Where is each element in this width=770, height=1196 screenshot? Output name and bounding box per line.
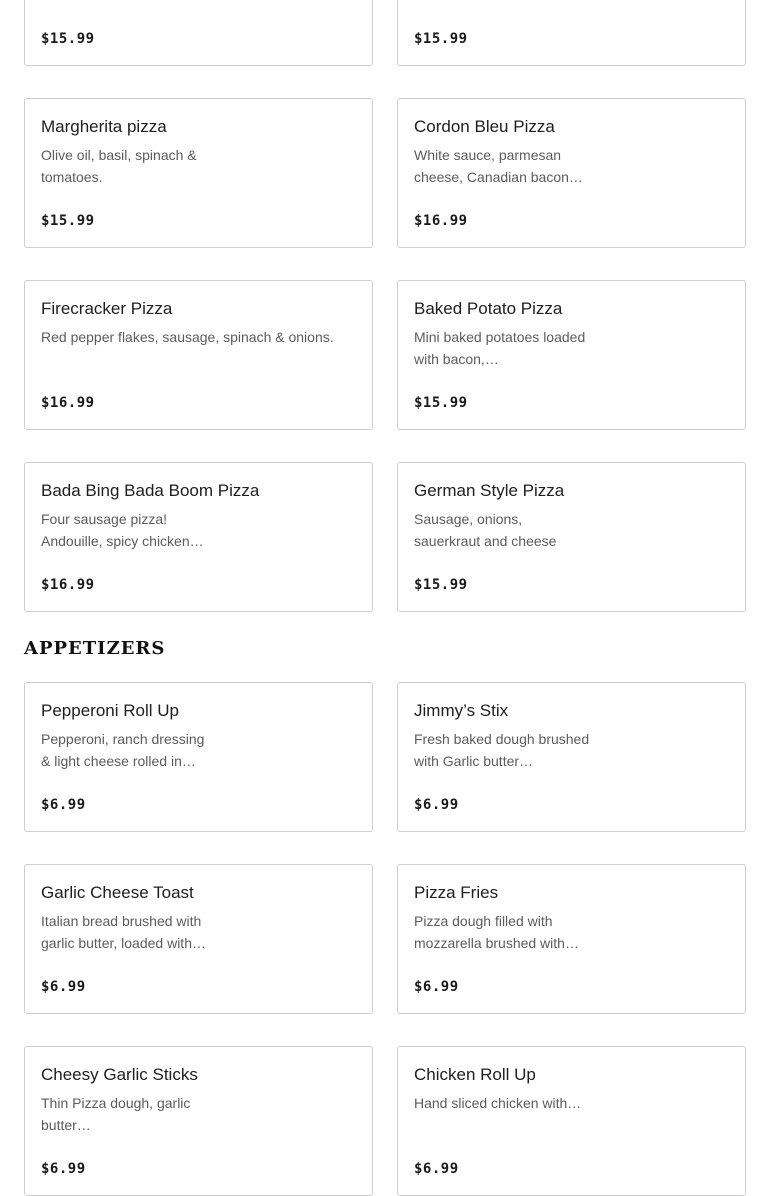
menu-item-name: Chicken Roll Up: [414, 1065, 536, 1084]
menu-item-card[interactable]: [397, 98, 746, 248]
menu-item-card[interactable]: [24, 864, 373, 1014]
menu-item-card[interactable]: [397, 280, 746, 430]
menu-item-description: Fresh baked dough brushed with Garlic butter…: [414, 731, 590, 769]
menu-item-price: $6.99: [414, 979, 459, 995]
menu-item-name: Firecracker Pizza: [41, 299, 173, 318]
menu-item-price: $15.99: [41, 31, 95, 47]
menu-item-price: $16.99: [41, 395, 95, 411]
menu-item-name: Pizza Fries: [414, 883, 499, 902]
menu-item-price: $15.99: [41, 213, 95, 229]
menu-item-description: Olive oil, basil, spinach & tomatoes.: [41, 147, 197, 185]
menu-item-description: Four sausage pizza! Andouille, spicy chicken…: [41, 511, 204, 549]
menu-item-description: Pizza dough filled with mozzarella brushed with…: [414, 913, 579, 951]
menu-item-description: Italian bread brushed with garlic butter, loaded with…: [41, 913, 206, 951]
menu-item-name: Margherita pizza: [41, 117, 167, 136]
menu-item-name: Jimmy’s Stix: [414, 701, 509, 720]
menu-item-card[interactable]: [397, 0, 746, 66]
menu-item-description: Thin Pizza dough, garlic butter…: [41, 1095, 191, 1133]
pizza-grid: [24, 0, 770, 612]
menu-item-card[interactable]: [397, 1046, 746, 1196]
menu-item-price: $15.99: [414, 395, 468, 411]
appetizers-section-heading: APPETIZERS: [24, 638, 166, 659]
menu-item-name: German Style Pizza: [414, 481, 565, 500]
menu-item-price: $15.99: [414, 577, 468, 593]
menu-item-name: Cordon Bleu Pizza: [414, 117, 555, 136]
menu-item-price: $6.99: [41, 797, 86, 813]
menu-item-name: Baked Potato Pizza: [414, 299, 563, 318]
menu-item-description: Red pepper flakes, sausage, spinach & onions.: [41, 329, 334, 345]
menu-item-description: Pepperoni, ranch dressing & light cheese rolled in…: [41, 731, 205, 769]
menu-item-card[interactable]: [24, 98, 373, 248]
menu-item-card[interactable]: [397, 682, 746, 832]
menu-item-name: Pepperoni Roll Up: [41, 701, 179, 720]
menu-item-name: Cheesy Garlic Sticks: [41, 1065, 198, 1084]
menu-item-card[interactable]: [397, 462, 746, 612]
menu-item-description: White sauce, parmesan cheese, Canadian bacon…: [414, 147, 583, 185]
menu-item-card[interactable]: [24, 0, 373, 66]
menu-item-price: $6.99: [414, 797, 459, 813]
menu-item-card[interactable]: [397, 864, 746, 1014]
menu-item-card[interactable]: [24, 682, 373, 832]
menu-item-description: Mini baked potatoes loaded with bacon,…: [414, 329, 586, 367]
menu-item-name: Bada Bing Bada Boom Pizza: [41, 481, 260, 500]
menu-item-description: Sausage, onions, sauerkraut and cheese: [414, 511, 557, 549]
menu-item-description: Hand sliced chicken with…: [414, 1095, 582, 1111]
menu-item-price: $6.99: [41, 1161, 86, 1177]
menu-item-price: $6.99: [41, 979, 86, 995]
menu-item-card[interactable]: [24, 462, 373, 612]
appetizers-grid: [24, 682, 770, 1196]
menu-item-price: $15.99: [414, 31, 468, 47]
menu-item-price: $16.99: [414, 213, 468, 229]
menu-item-name: Garlic Cheese Toast: [41, 883, 194, 902]
menu-item-price: $16.99: [41, 577, 95, 593]
menu-item-card[interactable]: [24, 1046, 373, 1196]
menu-item-price: $6.99: [414, 1161, 459, 1177]
menu-item-card[interactable]: [24, 280, 373, 430]
